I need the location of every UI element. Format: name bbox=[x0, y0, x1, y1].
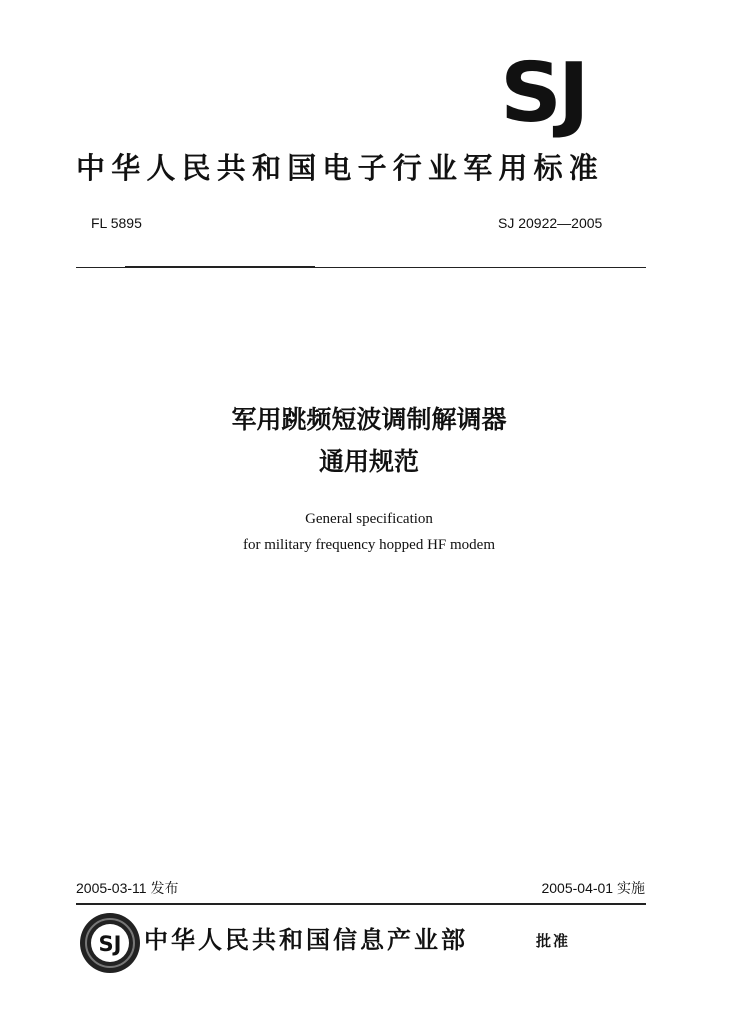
effective-date: 2005-04-01 实施 bbox=[541, 880, 645, 896]
standard-number: SJ 20922—2005 bbox=[498, 215, 603, 231]
approval-label: 批准 bbox=[536, 932, 571, 950]
english-title-line1: General specification bbox=[305, 511, 433, 527]
classification-code: FL 5895 bbox=[91, 215, 142, 231]
emblem-text: SJ bbox=[98, 932, 122, 956]
top-divider-accent bbox=[125, 266, 315, 268]
document-title-line2: 通用规范 bbox=[318, 447, 419, 476]
issue-date: 2005-03-11 发布 bbox=[76, 880, 179, 896]
sj-logo: SJ bbox=[500, 46, 586, 141]
english-title-line2: for military frequency hopped HF modem bbox=[242, 537, 496, 553]
issuing-ministry: 中华人民共和国信息产业部 bbox=[144, 926, 468, 954]
document-title-line1: 军用跳频短波调制解调器 bbox=[231, 405, 507, 434]
bottom-divider bbox=[76, 903, 646, 905]
standard-category-title: 中华人民共和国电子行业军用标准 bbox=[76, 151, 605, 185]
ministry-emblem-icon bbox=[79, 912, 141, 974]
